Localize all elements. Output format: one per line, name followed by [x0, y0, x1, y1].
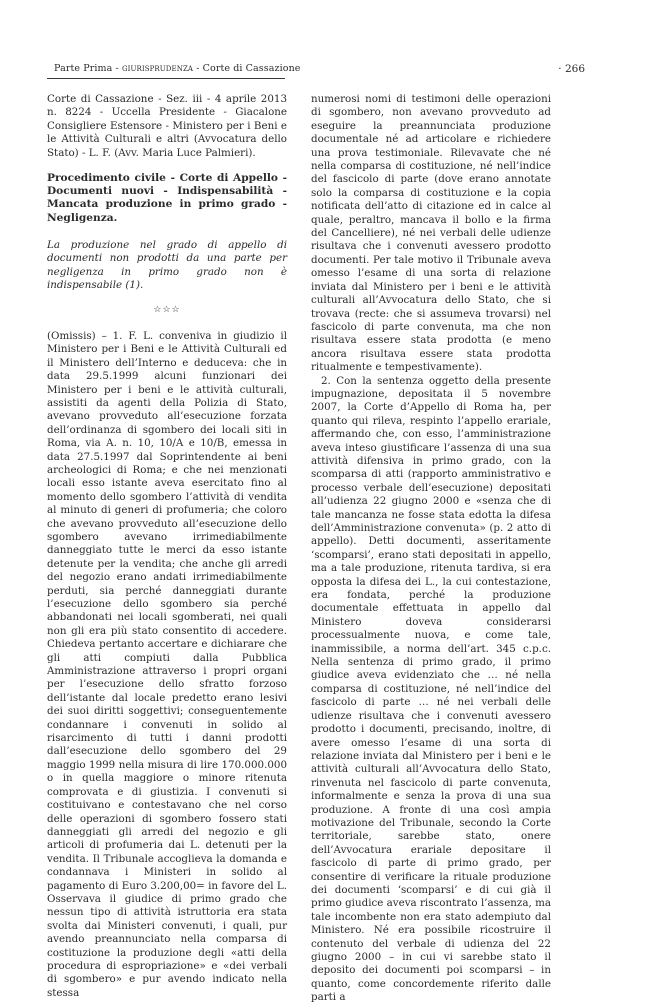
citation-line-3: Estensore - Ministero per i Beni e le Attività [47, 119, 287, 146]
citation-line-2: - Uccella Presidente - Giacalone Consigliere [47, 106, 287, 132]
page-number: · 266 [558, 63, 585, 75]
header-court: Corte di Cassazione [202, 63, 301, 74]
citation-line-4: Culturali e altri (Avvocatura dello Stato) - L. F. [47, 133, 287, 159]
header-section: Parte Prima [54, 63, 113, 74]
body-text-right-2: 2. Con la sentenza oggetto della presente impugnazione, depositata il 5 novembre 2007, la Corte d’Appello di Roma ha, per quanto qui rileva, respinto l’appello erariale, affermando che, con esso, l’amministrazione aveva inteso giustificare l’assenza di una sua attività difensiva in primo grado, con la scomparsa di atti (rapporto amministrativo e processo verbale dell’esecuzione) depositati all’udienza 22 giugno 2000 e «senza che di tale mancanza ne fosse stata edotta la difesa dell’Amministrazione convenuta» (p. 2 atto di appello). Detti documenti, asseritamente ‘scomparsi’, erano stati depositati in appello, ma a tale produzione, ritenuta tardiva, si era opposta la difesa dei L., la cui contestazione, era fondata, perché la produzione documentale effettuata in appello dal Ministero doveva considerarsi processualmente nuova, e come tale, inammissibile, a norma dell’art. 345 c.p.c. Nella sentenza di primo grado, il primo giudice aveva evidenziato che … né nella comparsa di costituzione, né nell’indice del fascicolo di parte … né nei verbali delle udienze risultava che i convenuti avessero prodotto i documenti, precisando, inoltre, di avere omesso l’esame di una sorta di relazione inviata dal Ministero per i beni e le attività culturali all’Avvocatura dello Stato, rinvenuta nel fascicolo di parte convenuta, informalmente e senza la prova di una sua produzione. A fronte di una così ampia motivazione del Tribunale, secondo la Corte territoriale, sarebbe stato, onere dell’Avvocatura erariale depositare il fascicolo di parte di primo grado, per consentire di verificare la rituale produzione dei documenti ‘scomparsi’ e di cui già il primo giudice aveva riscontrato l’assenza, ma tale incombente non era stato adempiuto dal Ministero. Né era possibile ricostruire il contenuto del verbale di udienza del 22 giugno 2000 – in cui vi sarebbe stato il deposito dei documenti poi scomparsi – in quanto, come concordemente riferito dalle parti a [311, 374, 551, 1004]
citation-line-1: Corte di Cassazione - Sez. iii - 4 aprile 2013 n. 8224 [47, 93, 287, 119]
header-rule [47, 78, 285, 79]
running-header [47, 63, 585, 77]
body-text-left: (Omissis) – 1. F. L. conveniva in giudizio il Ministero per i Beni e le Attività Culturali ed il Ministero dell’Interno e deduceva: che in data 29.5.1999 alcuni funzionari dei Ministero per i beni e le attività culturali, assistiti da agenti della Polizia di Stato, avevano provveduto all’esecuzione forzata dell’ordinanza di sgombero dei locali siti in Roma, via A. n. 10, 10/A e 10/B, emessa in data 27.5.1997 dal Soprintendente ai beni archeologici di Roma; e che nei menzionati locali esso istante aveva esercitato fino al momento dello sgombero l’attività di vendita al minuto di generi di profumeria; che coloro che avevano provveduto all’esecuzione dello sgombero avevano irrimediabilmente danneggiato tutte le merci da esso istante detenute per la vendita; che anche gli arredi del negozio erano andati irrimediabilmente perduti, sia perché danneggiati durante l’esecuzione dello sgombero sia perché abbandonati nei locali sgomberati, nei quali non gli era più stato consentito di accedere. Chiedeva pertanto accertare e dichiarare che gli atti compiuti dalla Pubblica Amministrazione attraverso i propri organi per l’esecuzione dello sfratto forzoso dell’istante dal locale predetto erano lesivi dei suoi diritti soggettivi; conseguentemente condannare i convenuti in solido al risarcimento di tutti i danni prodotti dall’esecuzione dello sgombero del 29 maggio 1999 nella misura di lire 170.000.000 o in quella maggiore o minore ritenuta comprovata e di giustizia. I convenuti si costituivano e contestavano che nel corso delle operazioni di sgombero fossero stati danneggiati gli arredi del negozio e gli articoli di profumeria dai L. detenuti per la vendita. Il Tribunale accoglieva la domanda e condannava i Ministeri in solido al pagamento di Euro 3.200,00= in favore del L. Osservava il giudice di primo grado che nessun tipo di attività istruttoria era stata svolta dai Ministeri convenuti, i quali, pur avendo preannunciato nella comparsa di costituzione la produzione degli «atti della procedura di espropriazione» e «dei verbali di sgombero» e pur avendo indicato nella stessa [47, 329, 287, 999]
header-left: Parte Prima - giurisprudenza - Corte di Cassazione [54, 63, 301, 74]
case-citation [47, 93, 287, 160]
left-column [47, 93, 287, 1000]
body-text-right-1: numerosi nomi di testimoni delle operazioni di sgombero, non avevano provveduto ad eseguire la preannunciata produzione documentale né ad articolare e richiedere una prova testimoniale. Rilevavate che né nella comparsa di costituzione, né nell’indice del fascicolo di parte (dove erano annotate solo la comparsa di costituzione e la copia notificata dell’atto di citazione ed in calce al quale, peraltro, mancava il bollo e la firma del Cancelliere), né nei verbali delle udienze risultava che i convenuti avessero prodotto documenti. Per tale motivo il Tribunale aveva omesso l’esame di una sorta di relazione inviata dal Ministero per i beni e le attività culturali all’Avvocatura dello Stato, che si trovava (recte: che si assumeva trovarsi) nel fascicolo di parte convenuta, ma che non risultava essere stata prodotta (e meno ancora risultava essere stata prodotta ritualmente e tempestivamente). [311, 93, 551, 374]
headnote: La produzione nel grado di appello di documenti non prodotti da una parte per negligenza in primo grado non è indispensabile (1). [47, 238, 287, 292]
section-separator: ☆☆☆ [153, 305, 181, 316]
case-title: Procedimento civile - Corte di Appello - Documenti nuovi - Indispensabilità - Mancata produzione in primo grado - Negligenza. [47, 172, 287, 224]
header-subsection: giurisprudenza [121, 63, 194, 74]
right-column [311, 93, 551, 1005]
citation-line-5: (Avv. Maria Luce Palmieri). [114, 146, 256, 159]
